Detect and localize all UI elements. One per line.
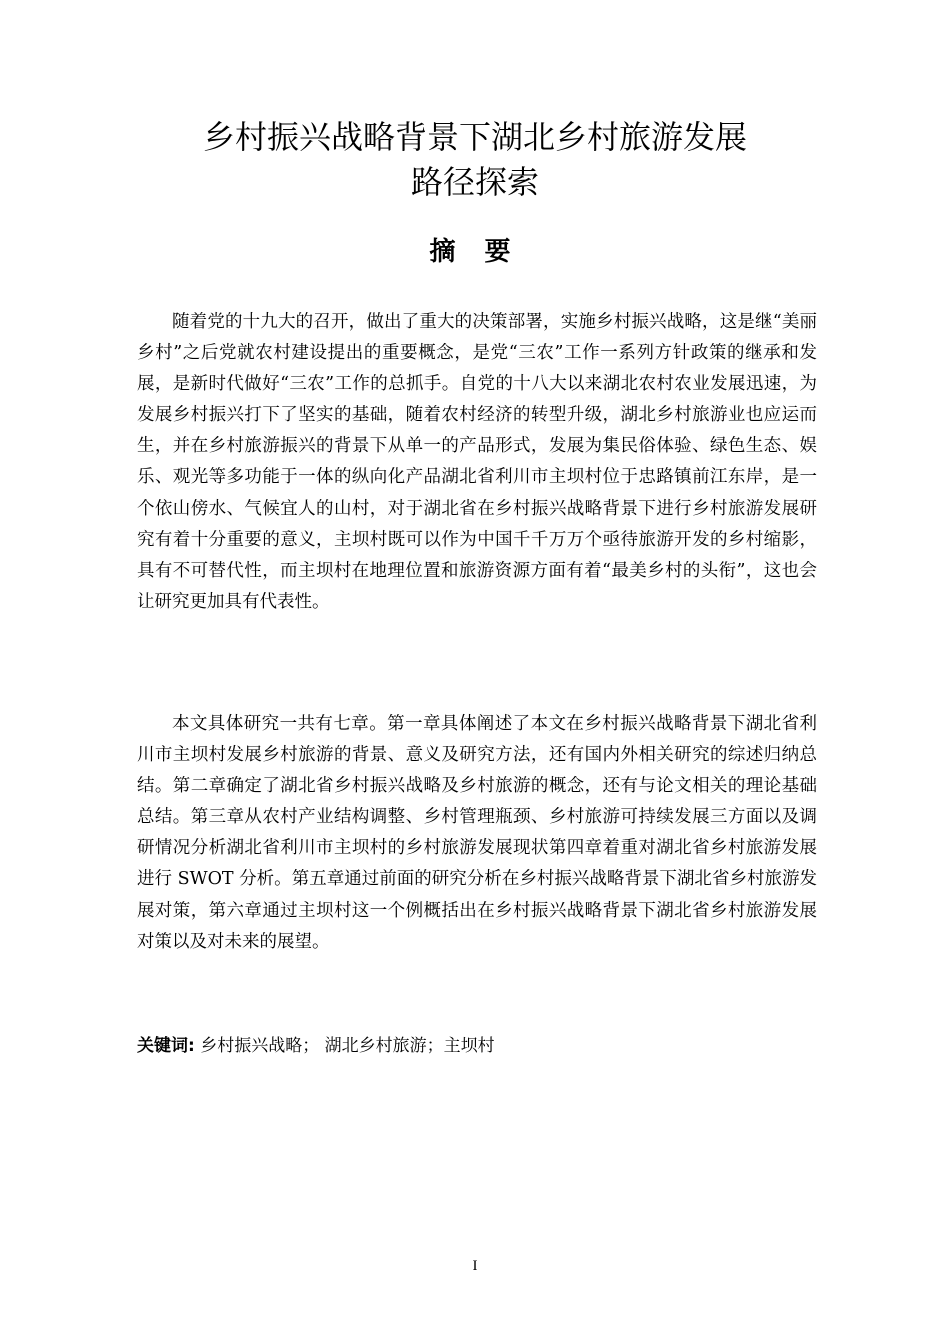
page-number: I [472,1258,478,1274]
keywords-text: 乡村振兴战略； 湖北乡村旅游；主坝村 [194,1036,495,1056]
keywords-line [137,1031,817,1061]
abstract-paragraph-2: 本文具体研究一共有七章。第一章具体阐述了本文在乡村振兴战略背景下湖北省利川市主坝村发展乡村旅游的背景、意义及研究方法，还有国内外相关研究的综述归纳总结。第二章确定了湖北省乡村振兴战略及乡村旅游的概念，还有与论文相关的理论基础总结。第三章从农村产业结构调整、乡村管理瓶颈、乡村旅游可持续发展三方面以及调研情况分析湖北省利川市主坝村的乡村旅游发展现状第四章着重对湖北省乡村旅游发展进行 SWOT 分析。第五章通过前面的研究分析在乡村振兴战略背景下湖北省乡村旅游发展对策，第六章通过主坝村这一个例概括出在乡村振兴战略背景下湖北省乡村旅游发展对策以及对未来的展望。 [137,714,817,952]
keywords-label: 关键词: [137,1036,195,1056]
document-title-line-1: 乡村振兴战略背景下湖北乡村旅游发展 [202,118,747,156]
document-title-line-2: 路径探索 [410,163,539,201]
abstract-heading: 摘 要 [429,237,521,267]
abstract-paragraph-1: 随着党的十九大的召开，做出了重大的决策部署，实施乡村振兴战略，这是继“美丽乡村”之后党就农村建设提出的重要概念，是党“三农”工作一系列方针政策的继承和发展，是新时代做好“三农”工作的总抓手。自党的十八大以来湖北农村农业发展迅速，为发展乡村振兴打下了坚实的基础，随着农村经济的转型升级，湖北乡村旅游业也应运而生，并在乡村旅游振兴的背景下从单一的产品形式，发展为集民俗体验、绿色生态、娱乐、观光等多功能于一体的纵向化产品湖北省利川市主坝村位于忠路镇前江东岸，是一个依山傍水、气候宜人的山村，对于湖北省在乡村振兴战略背景下进行乡村旅游发展研究有着十分重要的意义，主坝村既可以作为中国千千万万个亟待旅游开发的乡村缩影，具有不可替代性，而主坝村在地理位置和旅游资源方面有着“最美乡村的头衔”，这也会让研究更加具有代表性。 [137,312,817,612]
